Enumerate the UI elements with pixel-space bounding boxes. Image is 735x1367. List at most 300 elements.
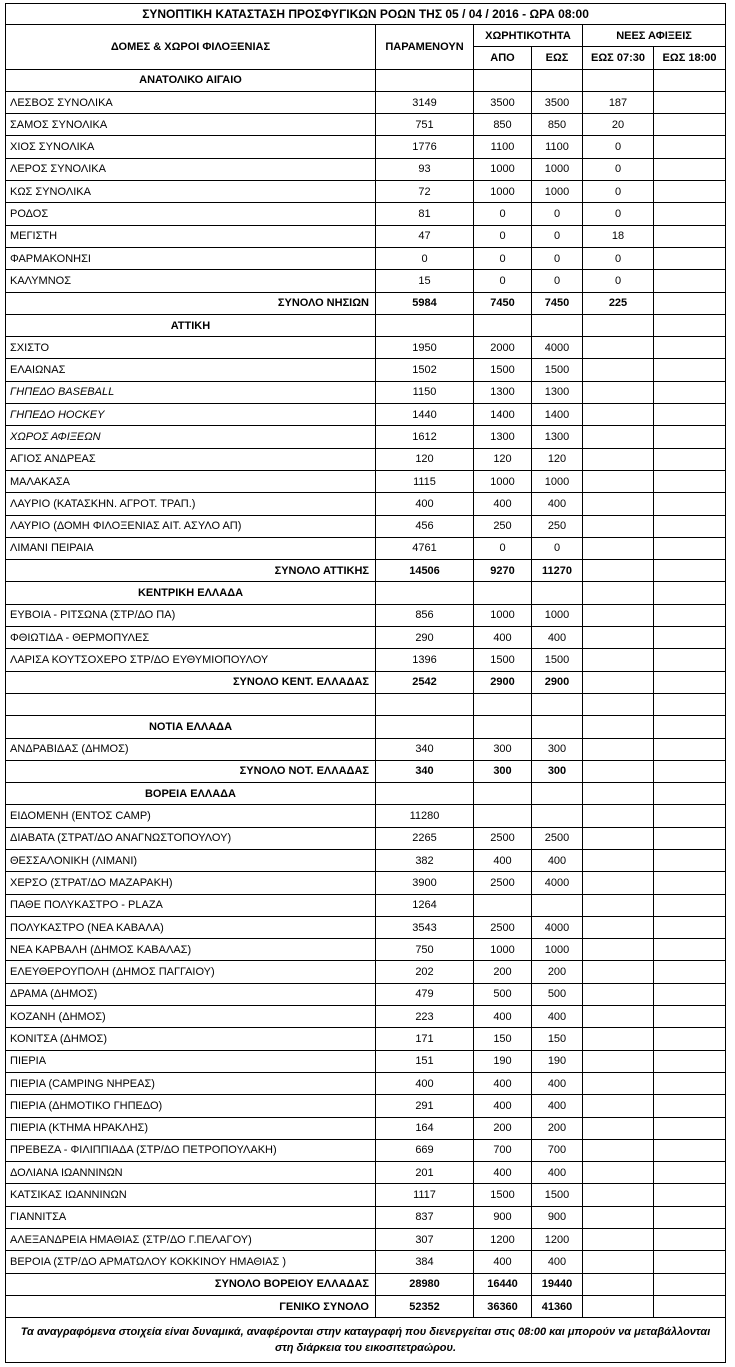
table-row: [6, 604, 726, 626]
empty-cell: [376, 693, 474, 715]
cell-remaining: 400: [376, 1072, 474, 1094]
cell-remaining: 340: [376, 760, 474, 782]
cell-arr-0730: [583, 961, 654, 983]
cell-remaining: 384: [376, 1251, 474, 1273]
facility-name: ΔΟΛΙΑΝΑ ΙΩΑΝΝΙΝΩΝ: [6, 1162, 376, 1184]
cell-arr-0730: [583, 760, 654, 782]
cell-arr-0730: [583, 404, 654, 426]
facility-name: ΠΡΕΒΕΖΑ - ΦΙΛΙΠΠΙΑΔΑ (ΣΤΡ/ΔΟ ΠΕΤΡΟΠΟΥΛΑΚΗ): [6, 1139, 376, 1161]
empty-cell: [376, 582, 474, 604]
cell-remaining: 3543: [376, 916, 474, 938]
facility-name: ΛΑΥΡΙΟ (ΚΑΤΑΣΚΗΝ. ΑΓΡΟΤ. ΤΡΑΠ.): [6, 493, 376, 515]
cell-cap-to: 1200: [532, 1229, 583, 1251]
header-facilities: ΔΟΜΕΣ & ΧΩΡΟΙ ΦΙΛΟΞΕΝΙΑΣ: [6, 25, 376, 70]
cell-cap-from: 400: [474, 1162, 532, 1184]
cell-cap-from: 3500: [474, 91, 532, 113]
cell-remaining: 5984: [376, 292, 474, 314]
empty-cell: [474, 582, 532, 604]
cell-cap-from: 400: [474, 627, 532, 649]
empty-row: [6, 693, 726, 715]
cell-cap-from: 2500: [474, 916, 532, 938]
cell-arr-0730: [583, 470, 654, 492]
cell-arr-0730: [583, 1206, 654, 1228]
empty-cell: [654, 716, 726, 738]
section-heading: ΑΝΑΤΟΛΙΚΟ ΑΙΓΑΙΟ: [6, 69, 376, 91]
cell-cap-from: 1000: [474, 470, 532, 492]
facility-name: ΦΘΙΩΤΙΔΑ - ΘΕΡΜΟΠΥΛΕΣ: [6, 627, 376, 649]
facility-name: ΠΙΕΡΙΑ (CAMPING ΝΗΡΕΑΣ): [6, 1072, 376, 1094]
cell-arr-1800: [654, 181, 726, 203]
cell-cap-from: 400: [474, 493, 532, 515]
total-row: [6, 560, 726, 582]
cell-arr-0730: [583, 1162, 654, 1184]
empty-cell: [474, 314, 532, 336]
cell-remaining: 81: [376, 203, 474, 225]
cell-cap-from: 300: [474, 760, 532, 782]
facility-name: ΧΙΟΣ ΣΥΝΟΛΙΚΑ: [6, 136, 376, 158]
cell-cap-from: 120: [474, 448, 532, 470]
cell-cap-to: 1000: [532, 181, 583, 203]
empty-cell: [654, 783, 726, 805]
table-row: [6, 738, 726, 760]
table-row: [6, 1028, 726, 1050]
cell-cap-to: 1500: [532, 1184, 583, 1206]
cell-remaining: 400: [376, 493, 474, 515]
cell-arr-0730: [583, 560, 654, 582]
table-row: [6, 961, 726, 983]
header-capacity-to: ΕΩΣ: [532, 47, 583, 69]
cell-remaining: 750: [376, 939, 474, 961]
facility-name: ΚΟΝΙΤΣΑ (ΔΗΜΟΣ): [6, 1028, 376, 1050]
cell-remaining: 382: [376, 849, 474, 871]
cell-remaining: 291: [376, 1095, 474, 1117]
facility-name: ΜΑΛΑΚΑΣΑ: [6, 470, 376, 492]
empty-cell: [6, 693, 376, 715]
facility-name: ΔΡΑΜΑ (ΔΗΜΟΣ): [6, 983, 376, 1005]
total-row: [6, 671, 726, 693]
table-row: [6, 894, 726, 916]
cell-cap-to: 1100: [532, 136, 583, 158]
cell-arr-1800: [654, 247, 726, 269]
table-row: [6, 1206, 726, 1228]
cell-remaining: 2265: [376, 827, 474, 849]
empty-cell: [532, 783, 583, 805]
cell-remaining: 0: [376, 247, 474, 269]
cell-remaining: 1264: [376, 894, 474, 916]
facility-name: ΡΟΔΟΣ: [6, 203, 376, 225]
facility-name: ΑΝΔΡΑΒΙΔΑΣ (ΔΗΜΟΣ): [6, 738, 376, 760]
cell-arr-1800: [654, 671, 726, 693]
cell-cap-to: 300: [532, 760, 583, 782]
cell-cap-from: 700: [474, 1139, 532, 1161]
cell-cap-to: 1300: [532, 381, 583, 403]
cell-arr-1800: [654, 1162, 726, 1184]
cell-arr-0730: 18: [583, 225, 654, 247]
cell-arr-1800: [654, 894, 726, 916]
cell-cap-to: 4000: [532, 872, 583, 894]
cell-cap-from: 1300: [474, 381, 532, 403]
cell-cap-to: 0: [532, 537, 583, 559]
cell-cap-to: 1000: [532, 158, 583, 180]
cell-cap-from: 200: [474, 1117, 532, 1139]
cell-cap-from: 500: [474, 983, 532, 1005]
cell-arr-0730: [583, 827, 654, 849]
cell-cap-from: 1100: [474, 136, 532, 158]
cell-remaining: 1502: [376, 359, 474, 381]
cell-arr-0730: [583, 1117, 654, 1139]
total-label: ΓΕΝΙΚΟ ΣΥΝΟΛΟ: [6, 1295, 376, 1317]
cell-cap-to: 400: [532, 1251, 583, 1273]
cell-cap-from: [474, 805, 532, 827]
cell-arr-1800: [654, 225, 726, 247]
cell-remaining: 1440: [376, 404, 474, 426]
cell-cap-to: 400: [532, 493, 583, 515]
cell-arr-0730: 0: [583, 247, 654, 269]
cell-cap-from: 400: [474, 1006, 532, 1028]
cell-arr-0730: [583, 916, 654, 938]
facility-name: ΠΙΕΡΙΑ: [6, 1050, 376, 1072]
cell-arr-1800: [654, 493, 726, 515]
cell-remaining: 11280: [376, 805, 474, 827]
cell-arr-0730: [583, 939, 654, 961]
cell-remaining: 2542: [376, 671, 474, 693]
cell-remaining: 1396: [376, 649, 474, 671]
cell-cap-from: 200: [474, 961, 532, 983]
empty-cell: [376, 716, 474, 738]
cell-cap-to: 1000: [532, 604, 583, 626]
facility-name: ΣΑΜΟΣ ΣΥΝΟΛΙΚΑ: [6, 114, 376, 136]
facility-name: ΚΩΣ ΣΥΝΟΛΙΚΑ: [6, 181, 376, 203]
cell-cap-to: 400: [532, 1162, 583, 1184]
cell-arr-1800: [654, 827, 726, 849]
cell-remaining: 47: [376, 225, 474, 247]
facility-name: ΛΕΡΟΣ ΣΥΝΟΛΙΚΑ: [6, 158, 376, 180]
total-row: [6, 1273, 726, 1295]
cell-remaining: 3900: [376, 872, 474, 894]
cell-arr-0730: [583, 1251, 654, 1273]
empty-cell: [583, 314, 654, 336]
cell-cap-from: 2000: [474, 337, 532, 359]
facility-name: ΚΑΤΣΙΚΑΣ ΙΩΑΝΝΙΝΩΝ: [6, 1184, 376, 1206]
cell-arr-0730: [583, 738, 654, 760]
cell-remaining: 151: [376, 1050, 474, 1072]
empty-cell: [376, 314, 474, 336]
table-row: [6, 470, 726, 492]
cell-arr-0730: [583, 1229, 654, 1251]
table-row: [6, 181, 726, 203]
facility-name: ΜΕΓΙΣΤΗ: [6, 225, 376, 247]
cell-cap-from: 1400: [474, 404, 532, 426]
report-title: ΣΥΝΟΠΤΙΚΗ ΚΑΤΑΣΤΑΣΗ ΠΡΟΣΦΥΓΙΚΩΝ ΡΟΩΝ ΤΗΣ 05 / 04 / 2016 - ΩΡΑ 08:00: [6, 4, 726, 25]
table-row: [6, 225, 726, 247]
section-heading: ΒΟΡΕΙΑ ΕΛΛΑΔΑ: [6, 783, 376, 805]
cell-arr-0730: [583, 671, 654, 693]
cell-remaining: 1117: [376, 1184, 474, 1206]
cell-arr-1800: [654, 604, 726, 626]
cell-arr-0730: [583, 627, 654, 649]
cell-remaining: 14506: [376, 560, 474, 582]
cell-arr-1800: [654, 560, 726, 582]
cell-remaining: 52352: [376, 1295, 474, 1317]
table-row: [6, 114, 726, 136]
section-row: [6, 314, 726, 336]
cell-arr-1800: [654, 114, 726, 136]
cell-arr-1800: [654, 961, 726, 983]
cell-remaining: 1612: [376, 426, 474, 448]
cell-cap-to: 500: [532, 983, 583, 1005]
table-row: [6, 426, 726, 448]
cell-arr-1800: [654, 872, 726, 894]
cell-cap-from: 400: [474, 1072, 532, 1094]
cell-remaining: 202: [376, 961, 474, 983]
table-row: [6, 337, 726, 359]
cell-cap-to: 200: [532, 961, 583, 983]
empty-cell: [654, 693, 726, 715]
summary-table: [5, 3, 726, 1363]
cell-cap-to: 7450: [532, 292, 583, 314]
cell-cap-from: 1000: [474, 939, 532, 961]
section-row: [6, 783, 726, 805]
cell-remaining: 28980: [376, 1273, 474, 1295]
empty-cell: [532, 716, 583, 738]
cell-cap-to: 400: [532, 627, 583, 649]
facility-name: ΧΩΡΟΣ ΑΦΙΞΕΩΝ: [6, 426, 376, 448]
cell-cap-to: 700: [532, 1139, 583, 1161]
cell-arr-1800: [654, 1028, 726, 1050]
cell-cap-from: 9270: [474, 560, 532, 582]
empty-cell: [474, 783, 532, 805]
cell-arr-1800: [654, 359, 726, 381]
cell-cap-from: 1500: [474, 1184, 532, 1206]
cell-arr-1800: [654, 1206, 726, 1228]
total-label: ΣΥΝΟΛΟ ΒΟΡΕΙΟΥ ΕΛΛΑΔΑΣ: [6, 1273, 376, 1295]
cell-cap-to: 850: [532, 114, 583, 136]
cell-remaining: 856: [376, 604, 474, 626]
cell-cap-from: 400: [474, 1095, 532, 1117]
cell-remaining: 223: [376, 1006, 474, 1028]
cell-arr-0730: 0: [583, 158, 654, 180]
table-row: [6, 1251, 726, 1273]
table-row: [6, 1162, 726, 1184]
cell-arr-1800: [654, 381, 726, 403]
total-label: ΣΥΝΟΛΟ ΚΕΝΤ. ΕΛΛΑΔΑΣ: [6, 671, 376, 693]
cell-cap-from: 0: [474, 225, 532, 247]
cell-cap-to: 400: [532, 1006, 583, 1028]
cell-cap-to: 1000: [532, 939, 583, 961]
cell-arr-1800: [654, 649, 726, 671]
cell-cap-to: [532, 894, 583, 916]
table-row: [6, 849, 726, 871]
section-heading: ΚΕΝΤΡΙΚΗ ΕΛΛΑΔΑ: [6, 582, 376, 604]
cell-remaining: 93: [376, 158, 474, 180]
section-heading: ΑΤΤΙΚΗ: [6, 314, 376, 336]
cell-arr-1800: [654, 805, 726, 827]
cell-remaining: 751: [376, 114, 474, 136]
cell-remaining: 3149: [376, 91, 474, 113]
cell-arr-1800: [654, 1117, 726, 1139]
cell-cap-from: 190: [474, 1050, 532, 1072]
cell-arr-0730: [583, 1050, 654, 1072]
cell-remaining: 1776: [376, 136, 474, 158]
cell-cap-to: [532, 805, 583, 827]
cell-arr-1800: [654, 1251, 726, 1273]
facility-name: ΓΗΠΕΔΟ BASEBALL: [6, 381, 376, 403]
cell-remaining: 4761: [376, 537, 474, 559]
facility-name: ΧΕΡΣΟ (ΣΤΡΑΤ/ΔΟ ΜΑΖΑΡΑΚΗ): [6, 872, 376, 894]
facility-name: ΦΑΡΜΑΚΟΝΗΣΙ: [6, 247, 376, 269]
cell-cap-from: 0: [474, 247, 532, 269]
table-row: [6, 158, 726, 180]
header-capacity: ΧΩΡΗΤΙΚΟΤΗΤΑ: [474, 25, 583, 47]
table-row: [6, 1229, 726, 1251]
cell-arr-0730: [583, 649, 654, 671]
cell-arr-0730: [583, 359, 654, 381]
cell-arr-0730: 0: [583, 136, 654, 158]
header-remaining: ΠΑΡΑΜΕΝΟΥΝ: [376, 25, 474, 70]
cell-remaining: 340: [376, 738, 474, 760]
cell-cap-from: 1500: [474, 649, 532, 671]
cell-cap-to: 0: [532, 270, 583, 292]
facility-name: ΣΧΙΣΤΟ: [6, 337, 376, 359]
cell-remaining: 201: [376, 1162, 474, 1184]
cell-arr-0730: [583, 1006, 654, 1028]
cell-arr-1800: [654, 158, 726, 180]
cell-arr-1800: [654, 1006, 726, 1028]
empty-cell: [654, 582, 726, 604]
empty-cell: [376, 783, 474, 805]
facility-name: ΑΛΕΞΑΝΔΡΕΙΑ ΗΜΑΘΙΑΣ (ΣΤΡ/ΔΟ Γ.ΠΕΛΑΓΟΥ): [6, 1229, 376, 1251]
empty-cell: [654, 69, 726, 91]
cell-arr-1800: [654, 916, 726, 938]
facility-name: ΚΟΖΑΝΗ (ΔΗΜΟΣ): [6, 1006, 376, 1028]
cell-arr-1800: [654, 1184, 726, 1206]
cell-arr-0730: [583, 1095, 654, 1117]
cell-cap-from: 1000: [474, 181, 532, 203]
cell-remaining: 72: [376, 181, 474, 203]
cell-cap-to: 150: [532, 1028, 583, 1050]
table-row: [6, 359, 726, 381]
facility-name: ΓΙΑΝΝΙΤΣΑ: [6, 1206, 376, 1228]
empty-cell: [532, 693, 583, 715]
cell-cap-from: 0: [474, 537, 532, 559]
cell-arr-1800: [654, 292, 726, 314]
cell-remaining: 456: [376, 515, 474, 537]
cell-arr-0730: [583, 805, 654, 827]
cell-cap-from: 1000: [474, 604, 532, 626]
table-row: [6, 1184, 726, 1206]
table-row: [6, 247, 726, 269]
table-row: [6, 270, 726, 292]
facility-name: ΛΑΡΙΣΑ ΚΟΥΤΣΟΧΕΡΟ ΣΤΡ/ΔΟ ΕΥΘΥΜΙΟΠΟΥΛΟΥ: [6, 649, 376, 671]
cell-arr-1800: [654, 760, 726, 782]
facility-name: ΕΙΔΟΜΕΝΗ (ΕΝΤΟΣ CAMP): [6, 805, 376, 827]
table-row: [6, 1050, 726, 1072]
cell-remaining: 307: [376, 1229, 474, 1251]
cell-arr-0730: 225: [583, 292, 654, 314]
cell-remaining: 1950: [376, 337, 474, 359]
table-row: [6, 448, 726, 470]
facility-name: ΛΙΜΑΝΙ ΠΕΙΡΑΙΑ: [6, 537, 376, 559]
total-row: [6, 1295, 726, 1317]
cell-cap-from: 1200: [474, 1229, 532, 1251]
empty-cell: [583, 693, 654, 715]
total-label: ΣΥΝΟΛΟ ΝΗΣΙΩΝ: [6, 292, 376, 314]
facility-name: ΒΕΡΟΙΑ (ΣΤΡ/ΔΟ ΑΡΜΑΤΩΛΟΥ ΚΟΚΚΙΝΟΥ ΗΜΑΘΙΑΣ ): [6, 1251, 376, 1273]
cell-remaining: 171: [376, 1028, 474, 1050]
cell-remaining: 479: [376, 983, 474, 1005]
facility-name: ΛΕΣΒΟΣ ΣΥΝΟΛΙΚΑ: [6, 91, 376, 113]
cell-cap-to: 400: [532, 1072, 583, 1094]
total-row: [6, 760, 726, 782]
header-arrivals-1800: ΕΩΣ 18:00: [654, 47, 726, 69]
cell-arr-1800: [654, 1295, 726, 1317]
facility-name: ΠΟΛΥΚΑΣΤΡΟ (ΝΕΑ ΚΑΒΑΛΑ): [6, 916, 376, 938]
section-heading: ΝΟΤΙΑ ΕΛΛΑΔΑ: [6, 716, 376, 738]
empty-cell: [583, 783, 654, 805]
facility-name: ΑΓΙΟΣ ΑΝΔΡΕΑΣ: [6, 448, 376, 470]
cell-remaining: 669: [376, 1139, 474, 1161]
cell-arr-0730: [583, 1295, 654, 1317]
table-row: [6, 983, 726, 1005]
cell-cap-from: 150: [474, 1028, 532, 1050]
cell-arr-0730: [583, 1139, 654, 1161]
cell-arr-1800: [654, 537, 726, 559]
cell-cap-to: 250: [532, 515, 583, 537]
table-row: [6, 537, 726, 559]
cell-arr-1800: [654, 404, 726, 426]
cell-arr-0730: 0: [583, 181, 654, 203]
section-row: [6, 69, 726, 91]
cell-cap-from: 2500: [474, 827, 532, 849]
cell-arr-0730: [583, 515, 654, 537]
table-row: [6, 381, 726, 403]
cell-cap-to: 1500: [532, 359, 583, 381]
cell-cap-to: 4000: [532, 337, 583, 359]
cell-arr-0730: [583, 1028, 654, 1050]
cell-arr-0730: [583, 894, 654, 916]
cell-cap-from: 400: [474, 1251, 532, 1273]
cell-arr-0730: 0: [583, 203, 654, 225]
cell-cap-from: 2900: [474, 671, 532, 693]
cell-remaining: 837: [376, 1206, 474, 1228]
facility-name: ΕΛΕΥΘΕΡΟΥΠΟΛΗ (ΔΗΜΟΣ ΠΑΓΓΑΙΟΥ): [6, 961, 376, 983]
table-row: [6, 827, 726, 849]
cell-remaining: 290: [376, 627, 474, 649]
cell-cap-to: 19440: [532, 1273, 583, 1295]
facility-name: ΠΙΕΡΙΑ (ΚΤΗΜΑ ΗΡΑΚΛΗΣ): [6, 1117, 376, 1139]
table-row: [6, 627, 726, 649]
cell-cap-from: 16440: [474, 1273, 532, 1295]
cell-arr-1800: [654, 1273, 726, 1295]
table-row: [6, 1095, 726, 1117]
cell-cap-from: 2500: [474, 872, 532, 894]
cell-arr-1800: [654, 983, 726, 1005]
cell-remaining: 164: [376, 1117, 474, 1139]
cell-arr-0730: [583, 983, 654, 1005]
facility-name: ΠΑΘΕ ΠΟΛΥΚΑΣΤΡΟ - PLAZA: [6, 894, 376, 916]
cell-cap-from: 300: [474, 738, 532, 760]
cell-arr-0730: [583, 604, 654, 626]
facility-name: ΛΑΥΡΙΟ (ΔΟΜΗ ΦΙΛΟΞΕΝΙΑΣ ΑΙΤ. ΑΣΥΛΟ ΑΠ): [6, 515, 376, 537]
table-row: [6, 1139, 726, 1161]
cell-cap-from: 1300: [474, 426, 532, 448]
cell-arr-0730: 20: [583, 114, 654, 136]
cell-cap-from: 1500: [474, 359, 532, 381]
cell-cap-from: 36360: [474, 1295, 532, 1317]
cell-cap-from: 400: [474, 849, 532, 871]
empty-cell: [376, 69, 474, 91]
cell-arr-0730: [583, 849, 654, 871]
